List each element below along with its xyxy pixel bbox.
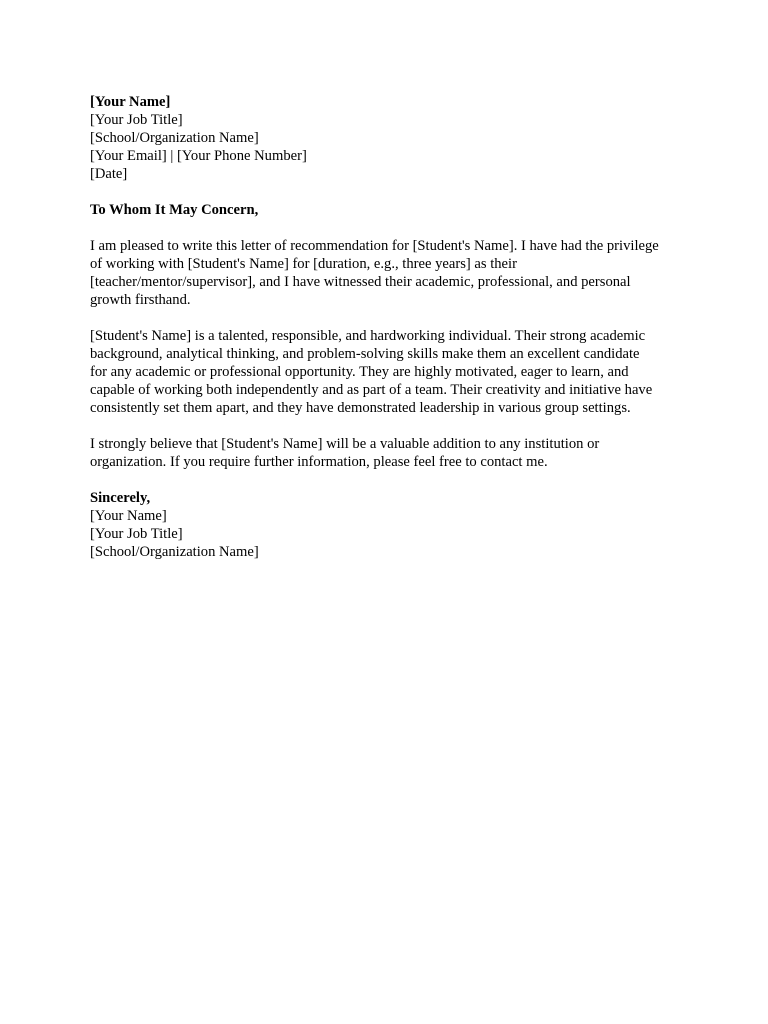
body-paragraph-1: [90, 237, 690, 309]
body-paragraph-3: [90, 435, 690, 471]
paragraph-line: background, analytical thinking, and problem-solving skills make them an excellent candidate: [90, 346, 640, 362]
paragraph-line: growth firsthand.: [90, 292, 191, 308]
spacer: [90, 417, 690, 435]
paragraph-line: [Student's Name] is a talented, responsible, and hardworking individual. Their strong academic: [90, 328, 646, 344]
sender-name: [Your Name]: [90, 94, 171, 110]
paragraph-line: of working with [Student's Name] for [duration, e.g., three years] as their: [90, 256, 517, 272]
sender-contact: [Your Email] | [Your Phone Number]: [90, 148, 307, 164]
valediction: Sincerely,: [90, 490, 151, 506]
paragraph-line: consistently set them apart, and they have demonstrated leadership in various group settings.: [90, 400, 631, 416]
closing-organization: [School/Organization Name]: [90, 544, 259, 560]
letter-date: [Date]: [90, 166, 128, 182]
spacer: [90, 471, 690, 489]
body-paragraph-2: [90, 327, 690, 417]
spacer: [90, 183, 690, 201]
salutation: To Whom It May Concern,: [90, 202, 259, 218]
paragraph-line: for any academic or professional opportunity. They are highly motivated, eager to learn, and: [90, 364, 629, 380]
sender-job-title: [Your Job Title]: [90, 112, 183, 128]
closing-name: [Your Name]: [90, 508, 167, 524]
closing-block: [90, 489, 690, 561]
paragraph-line: I am pleased to write this letter of recommendation for [Student's Name]. I have had the privilege: [90, 238, 659, 254]
spacer: [90, 219, 690, 237]
paragraph-line: capable of working both independently and as part of a team. Their creativity and initiative have: [90, 382, 653, 398]
sender-organization: [School/Organization Name]: [90, 130, 259, 146]
spacer: [90, 309, 690, 327]
recommendation-letter: [90, 93, 690, 561]
closing-job-title: [Your Job Title]: [90, 526, 183, 542]
paragraph-line: organization. If you require further information, please feel free to contact me.: [90, 454, 548, 470]
paragraph-line: [teacher/mentor/supervisor], and I have witnessed their academic, professional, and personal: [90, 274, 631, 290]
sender-block: [90, 93, 690, 183]
paragraph-line: I strongly believe that [Student's Name] will be a valuable addition to any institution or: [90, 436, 600, 452]
